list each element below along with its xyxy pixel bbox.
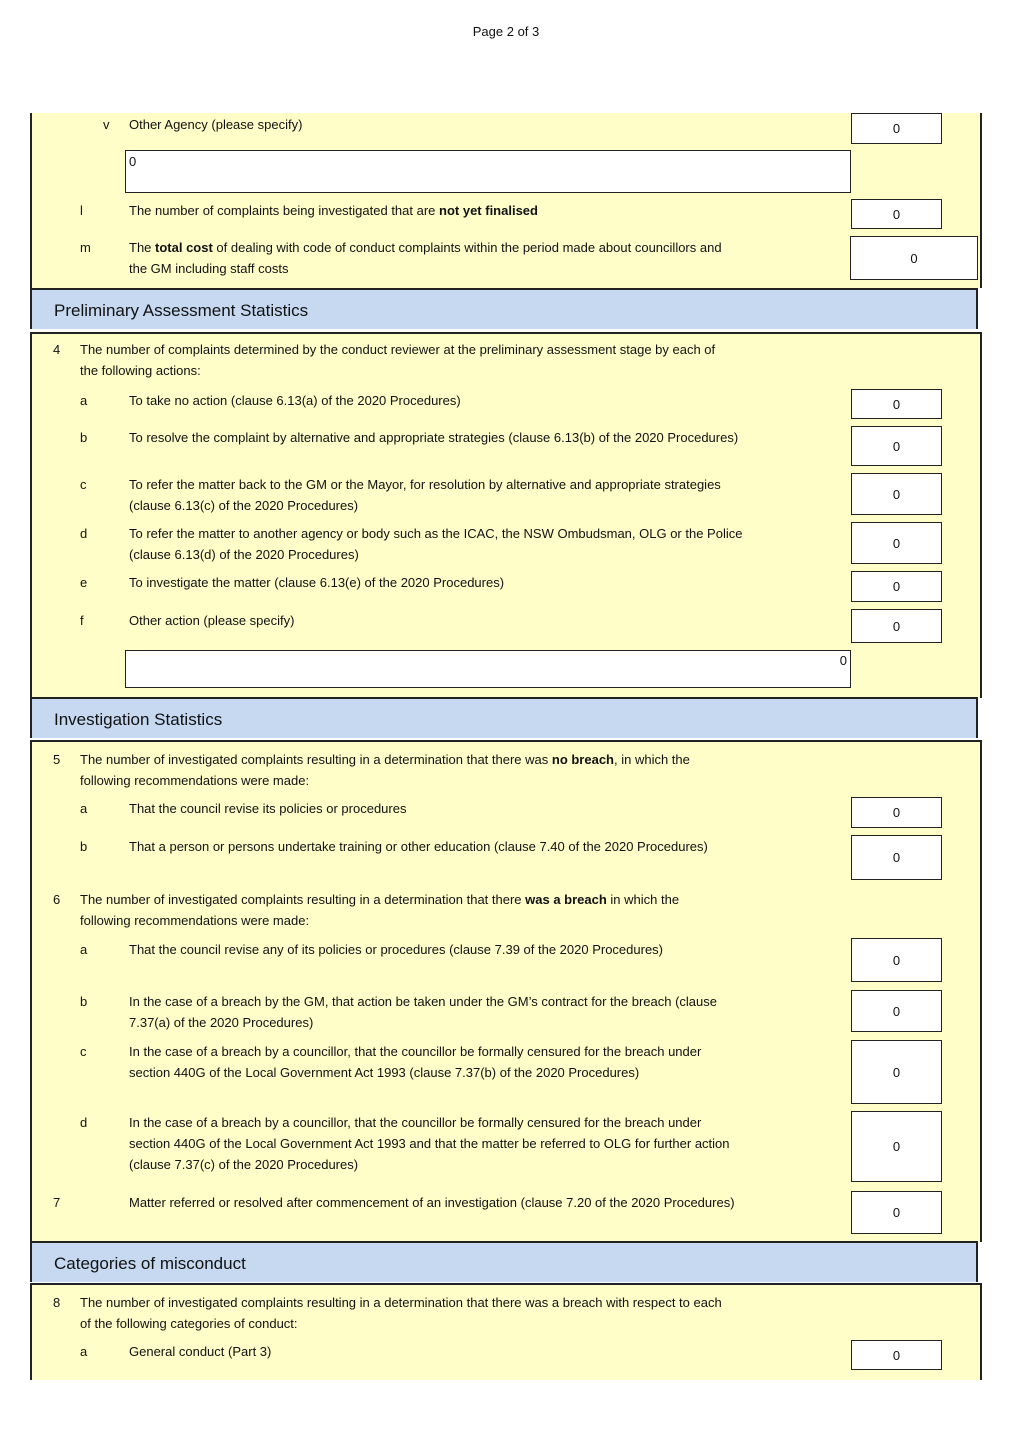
item-v-label: Other Agency (please specify): [129, 117, 303, 132]
q4-item-label: Other action (please specify): [129, 613, 295, 628]
q5-text: The number of investigated complaints resulting in a determination that there was no breach, in which the following recommendations were made:: [80, 752, 690, 788]
q6-item-index: d: [80, 1115, 88, 1130]
q7-label: Matter referred or resolved after commencement of an investigation (clause 7.20 of the 2020 Procedures): [129, 1195, 735, 1210]
item-l-label: The number of complaints being investigated that are not yet finalised: [129, 203, 538, 218]
preliminary-title: Preliminary Assessment Statistics: [54, 301, 309, 320]
q4a-value-field[interactable]: 0: [851, 389, 942, 419]
q4b-value-field[interactable]: 0: [851, 426, 942, 466]
q6-number: 6: [53, 892, 61, 907]
item-m-index: m: [80, 240, 91, 255]
q6-item-label: In the case of a breach by a councillor, that the councillor be formally censured for the breach under section 440G of the Local Government Act 1993 and that the matter be referred to OLG for further action (clause 7.37(c) of the 2020 Procedures): [129, 1115, 730, 1172]
q6-item-index: b: [80, 994, 88, 1009]
q6-item-label: That the council revise any of its policies or procedures (clause 7.39 of the 2020 Procedures): [129, 942, 664, 957]
q5-number: 5: [53, 752, 61, 767]
q5-item-index: b: [80, 839, 88, 854]
q4-item-index: b: [80, 430, 88, 445]
q6-text: The number of investigated complaints resulting in a determination that there was a breach in which the following recommendations were made:: [80, 892, 680, 928]
item-v-index: v: [103, 117, 110, 132]
q4-item-label: To refer the matter to another agency or body such as the ICAC, the NSW Ombudsman, OLG or the Police (clause 6.13(d) of the 2020 Procedures): [129, 526, 743, 562]
q8-item-index: a: [80, 1344, 88, 1359]
item-v-value-field[interactable]: 0: [851, 113, 942, 144]
item-l-value-field[interactable]: 0: [851, 199, 942, 229]
q4-number: 4: [53, 342, 61, 357]
preliminary-header: [30, 288, 978, 329]
misconduct-title: Categories of misconduct: [54, 1254, 246, 1273]
q5-item-index: a: [80, 801, 88, 816]
investigation-header: [30, 697, 978, 738]
q6-item-label: In the case of a breach by a councillor, that the councillor be formally censured for the breach under section 440G of the Local Government Act 1993 (clause 7.37(b) of the 2020 Procedures): [129, 1044, 702, 1080]
q4-item-label: To investigate the matter (clause 6.13(e) of the 2020 Procedures): [129, 575, 505, 590]
q6b-value-field[interactable]: 0: [851, 990, 942, 1032]
q6-item-index: a: [80, 942, 88, 957]
misconduct-header: [30, 1241, 978, 1282]
q4-item-index: f: [80, 613, 84, 628]
q5-item-label: That a person or persons undertake training or other education (clause 7.40 of the 2020 Procedures): [129, 839, 708, 854]
item-l-index: l: [80, 203, 83, 218]
q5b-value-field[interactable]: 0: [851, 835, 942, 880]
q4-item-index: a: [80, 393, 88, 408]
q4c-value-field[interactable]: 0: [851, 473, 942, 515]
q7-number: 7: [53, 1195, 61, 1210]
q4f-specify-field[interactable]: 0: [125, 650, 851, 688]
item-v-specify-field[interactable]: 0: [125, 150, 851, 193]
q6c-value-field[interactable]: 0: [851, 1040, 942, 1104]
q4-item-index: d: [80, 526, 88, 541]
q4d-value-field[interactable]: 0: [851, 522, 942, 564]
q8-text: The number of investigated complaints resulting in a determination that there was a breach with respect to each of the following categories of conduct:: [80, 1295, 722, 1331]
q4-item-index: c: [80, 477, 87, 492]
q4-item-label: To resolve the complaint by alternative and appropriate strategies (clause 6.13(b) of the 2020 Procedures): [129, 430, 739, 445]
q4-item-label: To refer the matter back to the GM or the Mayor, for resolution by alternative and appropriate strategies (clause 6.13(c) of the 2020 Procedures): [129, 477, 721, 513]
q5a-value-field[interactable]: 0: [851, 797, 942, 828]
q8-item-label: General conduct (Part 3): [129, 1344, 272, 1359]
q8-number: 8: [53, 1295, 61, 1310]
q7-value-field[interactable]: 0: [851, 1191, 942, 1234]
q6a-value-field[interactable]: 0: [851, 938, 942, 982]
q6-item-label: In the case of a breach by the GM, that action be taken under the GM’s contract for the breach (clause 7.37(a) of the 2020 Procedures): [129, 994, 717, 1030]
q4-item-index: e: [80, 575, 88, 590]
q8a-value-field[interactable]: 0: [851, 1340, 942, 1370]
q4-text: The number of complaints determined by the conduct reviewer at the preliminary assessment stage by each of the following actions:: [80, 342, 716, 378]
q5-item-label: That the council revise its policies or procedures: [129, 801, 407, 816]
q6d-value-field[interactable]: 0: [851, 1111, 942, 1182]
q4f-value-field[interactable]: 0: [851, 609, 942, 643]
investigation-title: Investigation Statistics: [54, 710, 223, 729]
q6-item-index: c: [80, 1044, 87, 1059]
page-number: Page 2 of 3: [472, 24, 540, 39]
item-m-label: The total cost of dealing with code of conduct complaints within the period made about councillors and the GM including staff costs: [129, 240, 722, 276]
q4e-value-field[interactable]: 0: [851, 571, 942, 602]
q4-item-label: To take no action (clause 6.13(a) of the 2020 Procedures): [129, 393, 461, 408]
item-m-value-field[interactable]: 0: [850, 236, 978, 280]
